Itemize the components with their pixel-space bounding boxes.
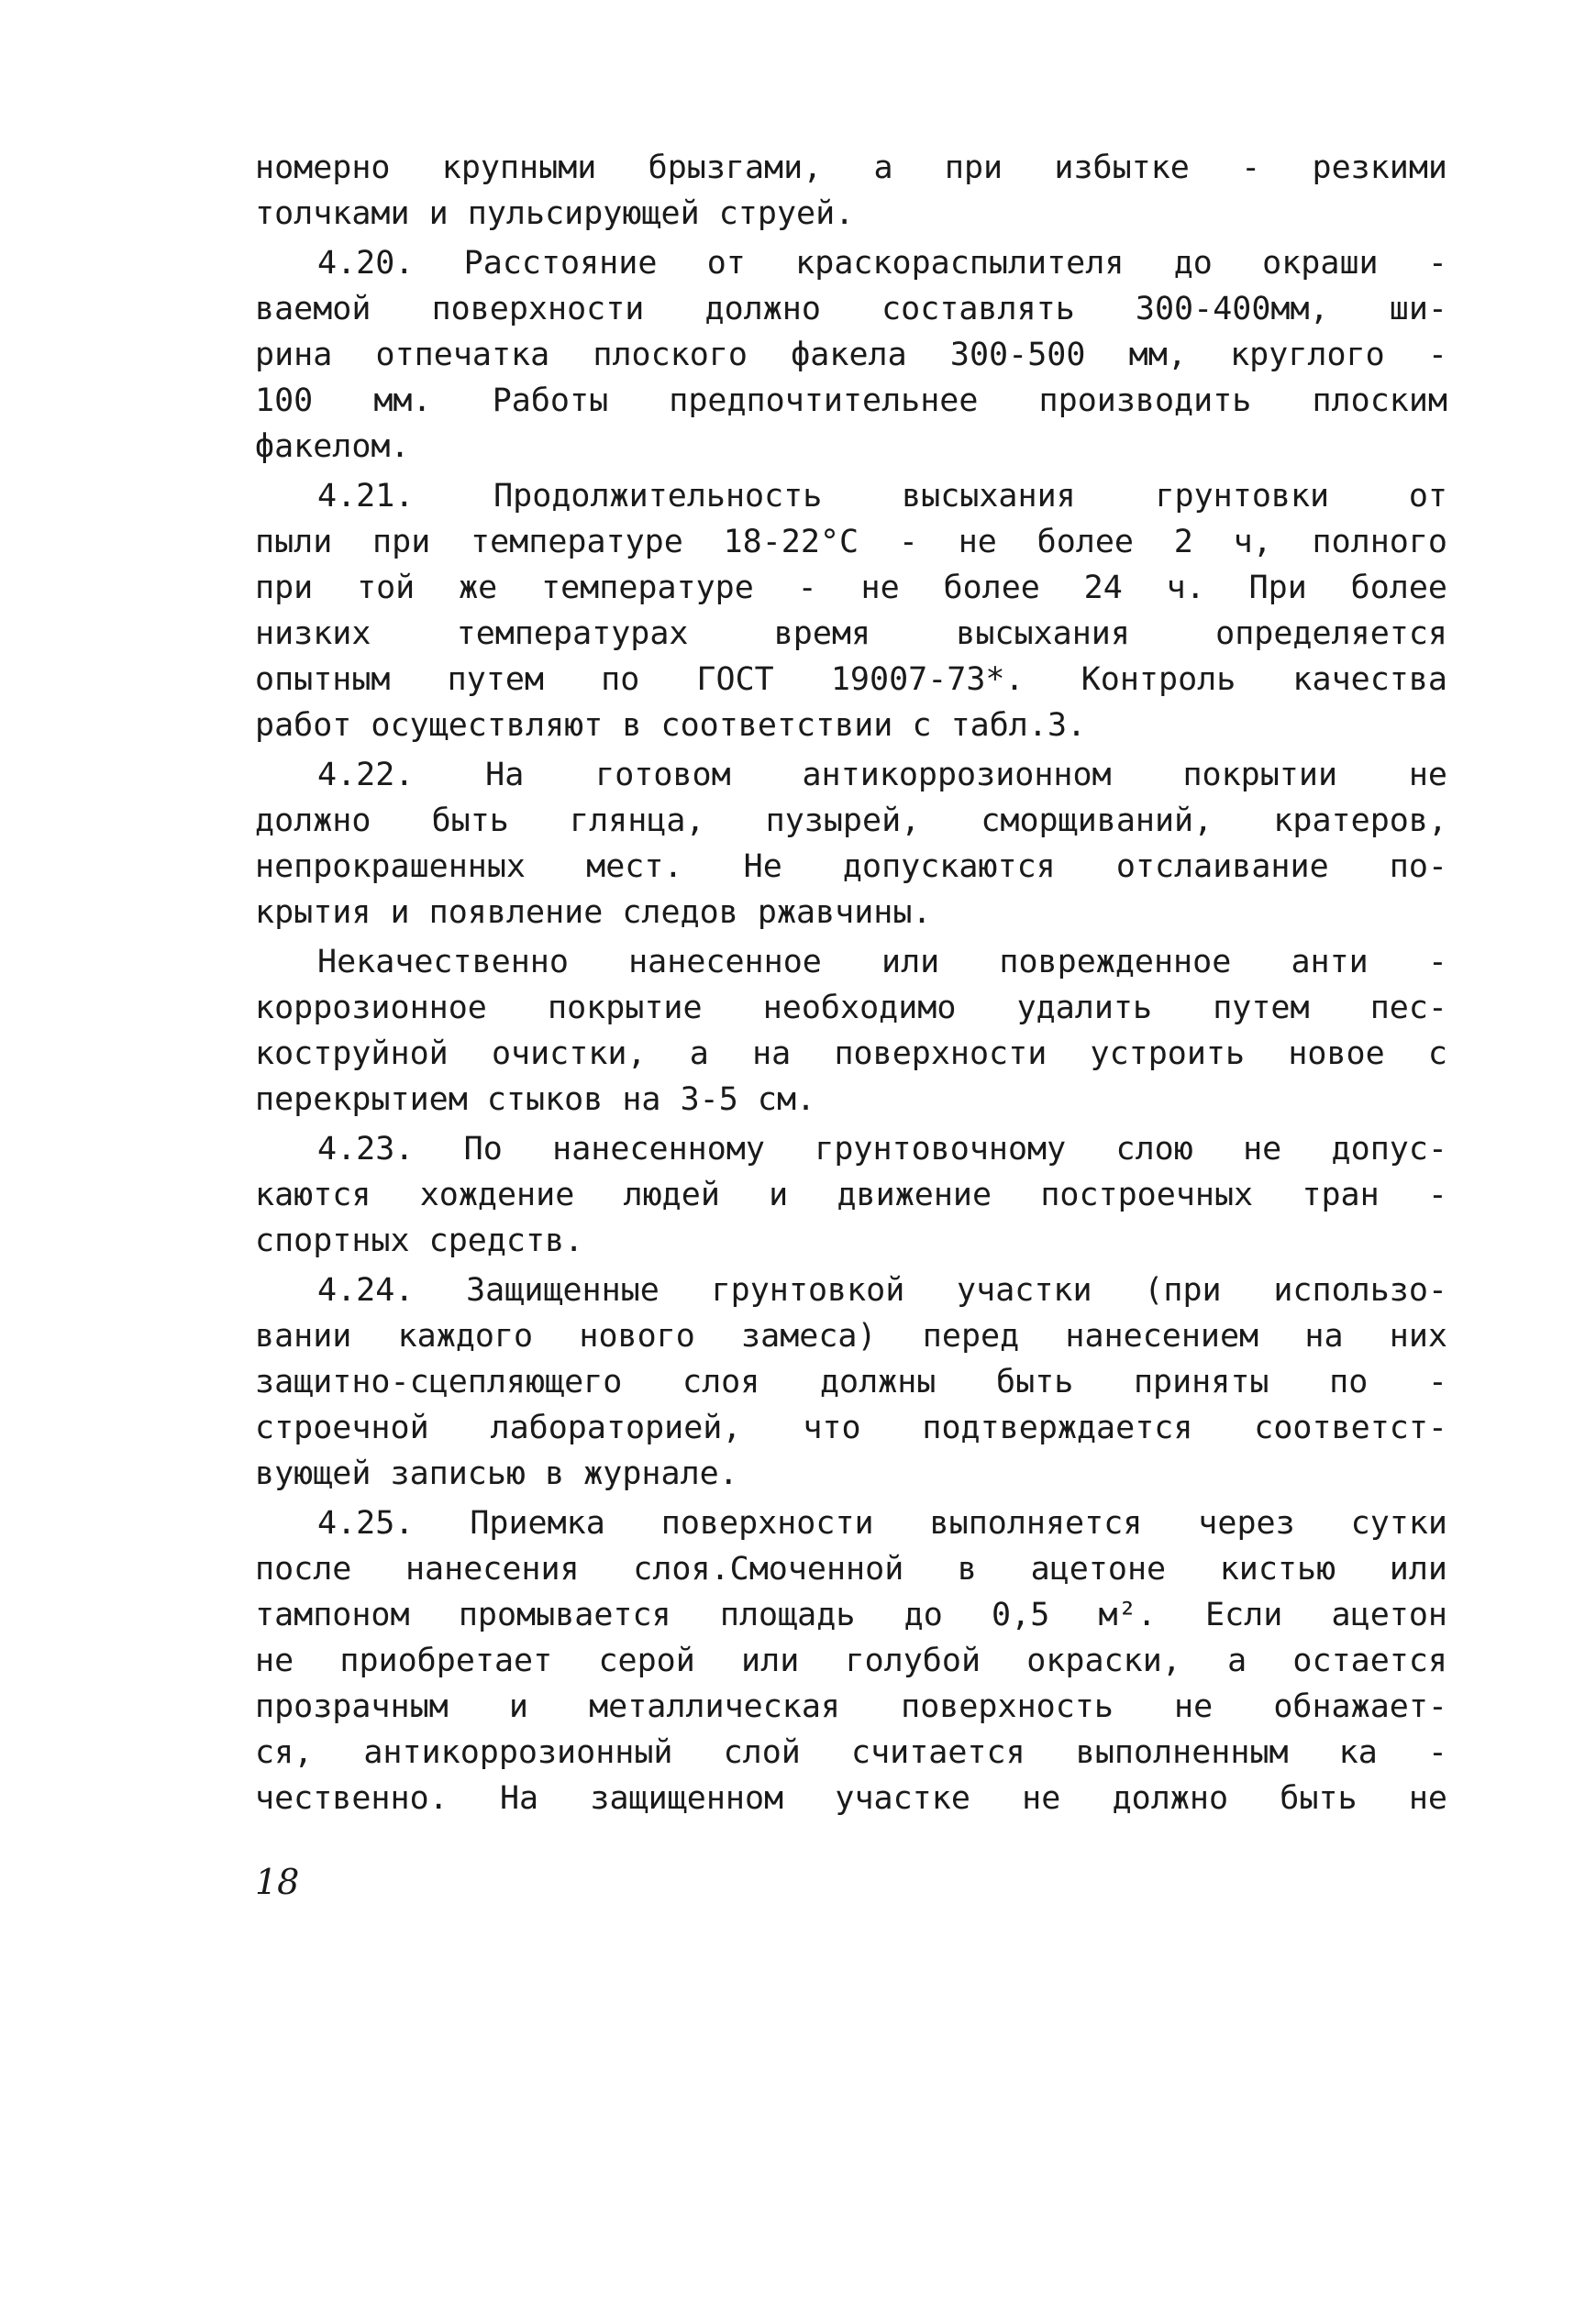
text-line: непрокрашенных мест. Не допускаются отслаивание по- xyxy=(255,848,1447,885)
text-line: толчками и пульсирующей струей. xyxy=(255,195,855,232)
text-line: низких температурах время высыхания определяется xyxy=(255,615,1447,652)
text-line: работ осуществляют в соответствии с табл.3. xyxy=(255,707,1087,744)
text-line: при той же температуре - не более 24 ч. При более xyxy=(255,570,1447,606)
text-line: каются хождение людей и движение построечных тран - xyxy=(255,1177,1447,1213)
text-line: защитно-сцепляющего слоя должны быть приняты по - xyxy=(255,1364,1447,1400)
paragraph-4-25: 4.25. Приемка поверхности выполняется через сутки xyxy=(317,1505,1447,1542)
text-line: номерно крупными брызгами, а при избытке - резкими xyxy=(255,149,1447,186)
page-number: 18 xyxy=(255,1862,300,1902)
paragraph-4-23: 4.23. По нанесенному грунтовочному слою не допус- xyxy=(317,1131,1447,1168)
text-line: вующей записью в журнале. xyxy=(255,1455,738,1492)
text-line: коррозионное покрытие необходимо удалить путем пес- xyxy=(255,990,1447,1026)
text-line: должно быть глянца, пузырей, сморщиваний, кратеров, xyxy=(255,802,1447,839)
text-line: ся, антикоррозионный слой считается выполненным ка - xyxy=(255,1734,1447,1771)
text-line: опытным путем по ГОСТ 19007-73*. Контроль качества xyxy=(255,661,1447,698)
text-line: крытия и появление следов ржавчины. xyxy=(255,894,932,931)
paragraph-4-22: 4.22. На готовом антикоррозионном покрытии не xyxy=(317,757,1447,793)
text-line: чественно. На защищенном участке не должно быть не xyxy=(255,1780,1447,1817)
text-line: рина отпечатка плоского факела 300-500 мм, круглого - xyxy=(255,337,1447,373)
text-line: тампоном промывается площадь до 0,5 м². Если ацетон xyxy=(255,1597,1447,1633)
text-line: перекрытием стыков на 3-5 см. xyxy=(255,1081,816,1118)
text-line: коструйной очистки, а на поверхности устроить новое с xyxy=(255,1035,1447,1072)
text-line: строечной лабораторией, что подтверждается соответст- xyxy=(255,1410,1447,1446)
text-line: спортных средств. xyxy=(255,1223,584,1259)
text-line: не приобретает серой или голубой окраски, а остается xyxy=(255,1643,1447,1679)
paragraph-defective-coating: Некачественно нанесенное или поврежденное анти - xyxy=(317,944,1447,980)
text-line: после нанесения слоя.Смоченной в ацетоне кистью или xyxy=(255,1551,1447,1588)
text-line: ваемой поверхности должно составлять 300-400мм, ши- xyxy=(255,291,1447,327)
text-line: 100 мм. Работы предпочтительнее производить плоским xyxy=(255,382,1447,419)
paragraph-4-20: 4.20. Расстояние от краскораспылителя до окраши - xyxy=(317,245,1447,282)
text-line: прозрачным и металлическая поверхность не обнажает- xyxy=(255,1688,1447,1725)
text-line: факелом. xyxy=(255,428,410,465)
paragraph-4-24: 4.24. Защищенные грунтовкой участки (при использо- xyxy=(317,1272,1447,1309)
text-line: пыли при температуре 18-22°С - не более 2 ч, полного xyxy=(255,524,1447,560)
paragraph-4-21: 4.21. Продолжительность высыхания грунтовки от xyxy=(317,478,1447,515)
body-text xyxy=(255,145,1447,1821)
text-line: вании каждого нового замеса) перед нанесением на них xyxy=(255,1318,1447,1355)
